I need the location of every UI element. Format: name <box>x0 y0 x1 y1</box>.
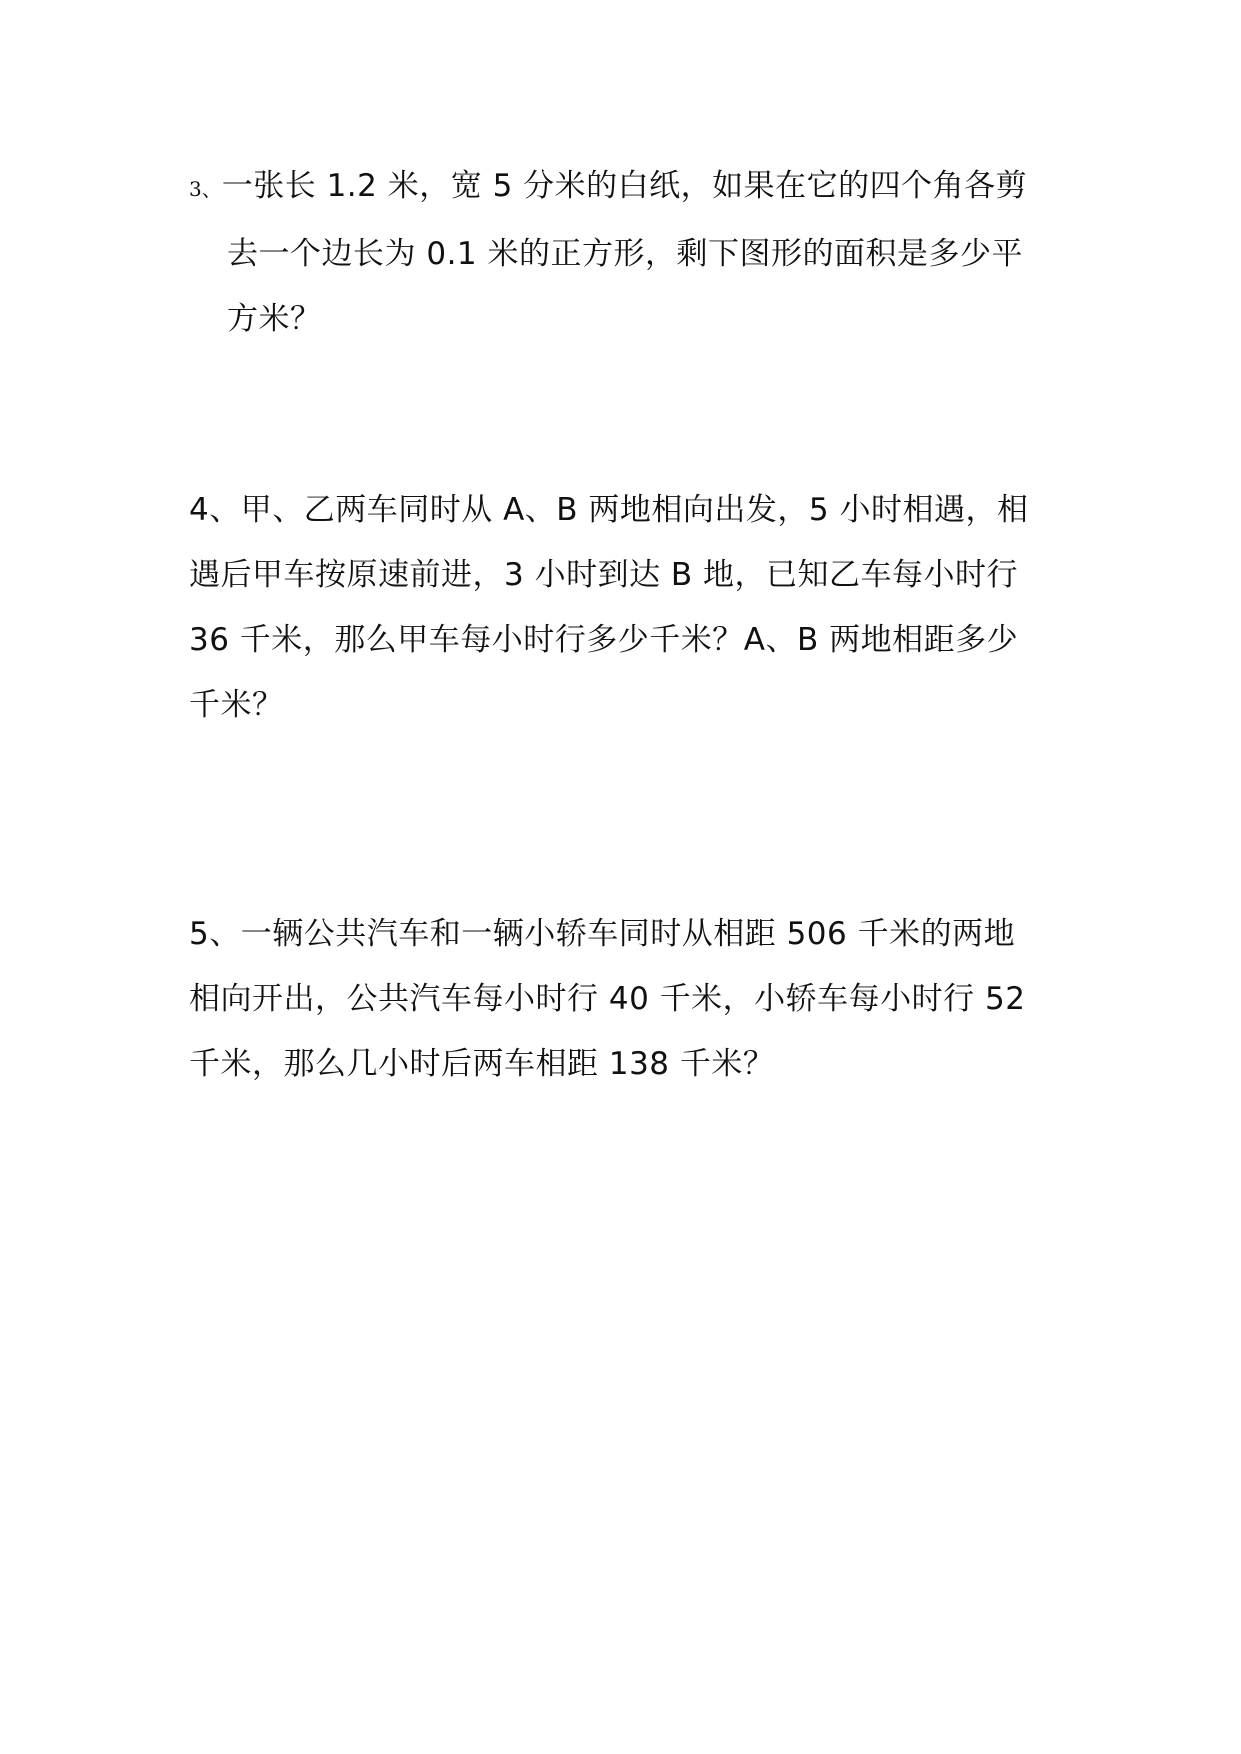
problem-4-line-3: 36 千米，那么甲车每小时行多少千米？A、B 两地相距多少 <box>189 622 1019 658</box>
problem-4-line-2: 遇后甲车按原速前进，3 小时到达 B 地，已知乙车每小时行 <box>189 557 1019 593</box>
problem-3 <box>189 154 1059 352</box>
problem-4 <box>189 478 1059 738</box>
problem-5-line-3: 千米，那么几小时后两车相距 138 千米？ <box>189 1046 775 1082</box>
problem-5-text-1: 一辆公共汽车和一辆小轿车同时从相距 506 千米的两地 <box>240 916 1016 952</box>
problem-5-line-1 <box>189 902 1059 967</box>
problem-4-line-4: 千米？ <box>189 687 284 723</box>
problem-3-text-1: 一张长 1.2 米，宽 5 分米的白纸，如果在它的四个角各剪 <box>221 168 1028 204</box>
problem-5 <box>189 902 1059 1097</box>
problem-3-number: 3、 <box>189 177 222 201</box>
problem-3-line-3: 方米？ <box>227 301 322 337</box>
problem-4-number: 4、 <box>189 492 241 528</box>
problem-3-line-2: 去一个边长为 0.1 米的正方形，剩下图形的面积是多少平 <box>227 236 1024 272</box>
problem-4-text-1: 甲、乙两车同时从 A、B 两地相向出发，5 小时相遇，相 <box>240 492 1029 528</box>
problem-3-line-1 <box>189 154 1059 222</box>
problem-4-line-1 <box>189 478 1059 543</box>
problem-5-line-2: 相向开出，公共汽车每小时行 40 千米，小轿车每小时行 52 <box>189 981 1026 1017</box>
problem-5-number: 5、 <box>189 916 241 952</box>
